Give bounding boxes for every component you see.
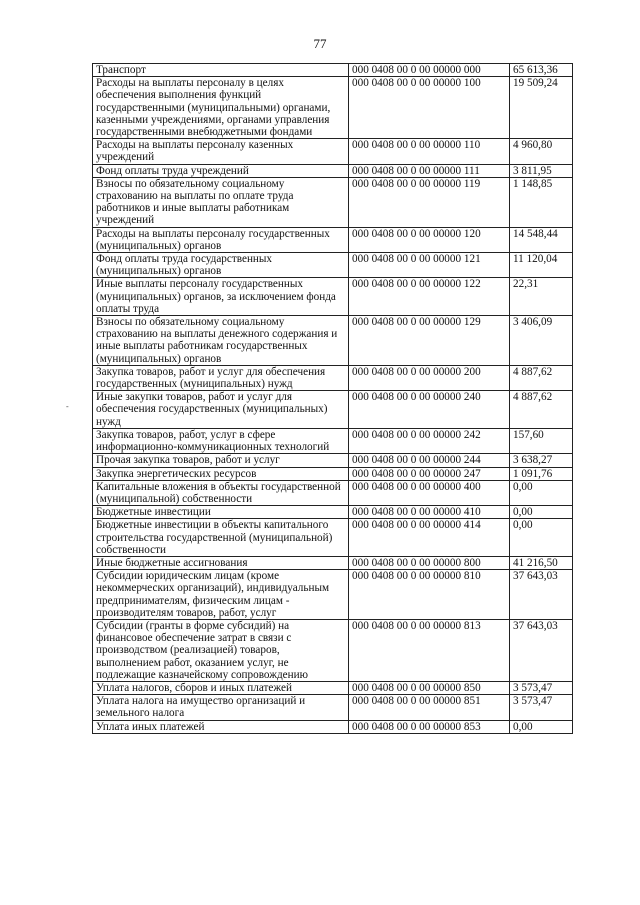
row-amount-cell: 3 638,27 bbox=[510, 454, 573, 467]
table-row bbox=[93, 391, 573, 429]
table-row bbox=[93, 164, 573, 177]
row-name-cell: Закупка товаров, работ, услуг в сфере информационно-коммуникационных технологий bbox=[93, 428, 349, 453]
row-code-cell: 000 0408 00 0 00 00000 110 bbox=[349, 139, 510, 164]
row-amount-cell: 0,00 bbox=[510, 720, 573, 733]
table-row bbox=[93, 365, 573, 390]
margin-mark: - bbox=[66, 402, 69, 411]
row-code-cell: 000 0408 00 0 00 00000 247 bbox=[349, 467, 510, 480]
row-name-cell: Иные закупки товаров, работ и услуг для обеспечения государственных (муниципальных) нужд bbox=[93, 391, 349, 429]
page-number: 77 bbox=[313, 36, 327, 51]
row-name-cell: Уплата налога на имущество организаций и земельного налога bbox=[93, 695, 349, 720]
row-amount-cell: 4 887,62 bbox=[510, 365, 573, 390]
row-amount-cell: 1 148,85 bbox=[510, 177, 573, 227]
row-amount-cell: 3 811,95 bbox=[510, 164, 573, 177]
row-code-cell: 000 0408 00 0 00 00000 000 bbox=[349, 64, 510, 77]
row-code-cell: 000 0408 00 0 00 00000 410 bbox=[349, 506, 510, 519]
row-name-cell: Иные выплаты персоналу государственных (муниципальных) органов, за исключением фонда оплаты труда bbox=[93, 278, 349, 316]
row-name-cell: Транспорт bbox=[93, 64, 349, 77]
row-amount-cell: 37 643,03 bbox=[510, 619, 573, 681]
row-name-cell: Фонд оплаты труда государственных (муниципальных) органов bbox=[93, 253, 349, 278]
row-code-cell: 000 0408 00 0 00 00000 240 bbox=[349, 391, 510, 429]
row-amount-cell: 157,60 bbox=[510, 428, 573, 453]
row-name-cell: Фонд оплаты труда учреждений bbox=[93, 164, 349, 177]
row-name-cell: Уплата налогов, сборов и иных платежей bbox=[93, 681, 349, 694]
row-amount-cell: 0,00 bbox=[510, 506, 573, 519]
row-amount-cell: 3 573,47 bbox=[510, 681, 573, 694]
row-amount-cell: 37 643,03 bbox=[510, 570, 573, 620]
row-name-cell: Иные бюджетные ассигнования bbox=[93, 556, 349, 569]
table-row bbox=[93, 519, 573, 557]
row-name-cell: Бюджетные инвестиции в объекты капитального строительства государственной (муниципальной) собственности bbox=[93, 519, 349, 557]
table-row bbox=[93, 556, 573, 569]
row-amount-cell: 14 548,44 bbox=[510, 227, 573, 252]
row-name-cell: Уплата иных платежей bbox=[93, 720, 349, 733]
row-amount-cell: 65 613,36 bbox=[510, 64, 573, 77]
row-code-cell: 000 0408 00 0 00 00000 244 bbox=[349, 454, 510, 467]
row-code-cell: 000 0408 00 0 00 00000 122 bbox=[349, 278, 510, 316]
table-row bbox=[93, 506, 573, 519]
table-row bbox=[93, 177, 573, 227]
table-row bbox=[93, 467, 573, 480]
row-code-cell: 000 0408 00 0 00 00000 200 bbox=[349, 365, 510, 390]
row-amount-cell: 19 509,24 bbox=[510, 77, 573, 139]
row-name-cell: Субсидии (гранты в форме субсидий) на финансовое обеспечение затрат в связи с производством (реализацией) товаров, выполнением работ, оказанием услуг, не подлежащие казначейскому сопровождению bbox=[93, 619, 349, 681]
row-amount-cell: 22,31 bbox=[510, 278, 573, 316]
row-code-cell: 000 0408 00 0 00 00000 853 bbox=[349, 720, 510, 733]
table-row bbox=[93, 428, 573, 453]
row-code-cell: 000 0408 00 0 00 00000 129 bbox=[349, 316, 510, 366]
row-code-cell: 000 0408 00 0 00 00000 119 bbox=[349, 177, 510, 227]
row-code-cell: 000 0408 00 0 00 00000 242 bbox=[349, 428, 510, 453]
row-name-cell: Закупка товаров, работ и услуг для обеспечения государственных (муниципальных) нужд bbox=[93, 365, 349, 390]
row-code-cell: 000 0408 00 0 00 00000 810 bbox=[349, 570, 510, 620]
row-code-cell: 000 0408 00 0 00 00000 400 bbox=[349, 480, 510, 505]
table-row bbox=[93, 570, 573, 620]
row-name-cell: Расходы на выплаты персоналу в целях обеспечения выполнения функций государственными (муниципальными) органами, казенными учреждениями, органами управления государственными внебюджетными фондами bbox=[93, 77, 349, 139]
row-name-cell: Прочая закупка товаров, работ и услуг bbox=[93, 454, 349, 467]
row-amount-cell: 4 960,80 bbox=[510, 139, 573, 164]
row-code-cell: 000 0408 00 0 00 00000 851 bbox=[349, 695, 510, 720]
row-amount-cell: 3 406,09 bbox=[510, 316, 573, 366]
table-row bbox=[93, 619, 573, 681]
row-code-cell: 000 0408 00 0 00 00000 414 bbox=[349, 519, 510, 557]
row-amount-cell: 1 091,76 bbox=[510, 467, 573, 480]
row-code-cell: 000 0408 00 0 00 00000 100 bbox=[349, 77, 510, 139]
table-row bbox=[93, 480, 573, 505]
table-row bbox=[93, 720, 573, 733]
row-code-cell: 000 0408 00 0 00 00000 850 bbox=[349, 681, 510, 694]
row-amount-cell: 4 887,62 bbox=[510, 391, 573, 429]
table-row bbox=[93, 681, 573, 694]
row-name-cell: Взносы по обязательному социальному страхованию на выплаты денежного содержания и иные выплаты работникам государственных (муниципальных) органов bbox=[93, 316, 349, 366]
table-row bbox=[93, 77, 573, 139]
table-row bbox=[93, 695, 573, 720]
row-name-cell: Взносы по обязательному социальному страхованию на выплаты по оплате труда работников и иные выплаты работникам учреждений bbox=[93, 177, 349, 227]
row-code-cell: 000 0408 00 0 00 00000 120 bbox=[349, 227, 510, 252]
table-row bbox=[93, 316, 573, 366]
row-amount-cell: 41 216,50 bbox=[510, 556, 573, 569]
budget-table-body bbox=[93, 64, 573, 734]
row-amount-cell: 0,00 bbox=[510, 519, 573, 557]
row-code-cell: 000 0408 00 0 00 00000 800 bbox=[349, 556, 510, 569]
row-amount-cell: 0,00 bbox=[510, 480, 573, 505]
row-name-cell: Капитальные вложения в объекты государственной (муниципальной) собственности bbox=[93, 480, 349, 505]
row-code-cell: 000 0408 00 0 00 00000 111 bbox=[349, 164, 510, 177]
row-code-cell: 000 0408 00 0 00 00000 813 bbox=[349, 619, 510, 681]
table-row bbox=[93, 139, 573, 164]
row-name-cell: Расходы на выплаты персоналу государственных (муниципальных) органов bbox=[93, 227, 349, 252]
table-row bbox=[93, 64, 573, 77]
table-row bbox=[93, 227, 573, 252]
table-row bbox=[93, 454, 573, 467]
row-name-cell: Закупка энергетических ресурсов bbox=[93, 467, 349, 480]
row-code-cell: 000 0408 00 0 00 00000 121 bbox=[349, 253, 510, 278]
row-name-cell: Субсидии юридическим лицам (кроме некоммерческих организаций), индивидуальным предпринимателям, физическим лицам - производителям товаров, работ, услуг bbox=[93, 570, 349, 620]
budget-table bbox=[92, 63, 573, 734]
row-name-cell: Бюджетные инвестиции bbox=[93, 506, 349, 519]
row-amount-cell: 3 573,47 bbox=[510, 695, 573, 720]
row-name-cell: Расходы на выплаты персоналу казенных учреждений bbox=[93, 139, 349, 164]
table-row bbox=[93, 278, 573, 316]
row-amount-cell: 11 120,04 bbox=[510, 253, 573, 278]
table-row bbox=[93, 253, 573, 278]
